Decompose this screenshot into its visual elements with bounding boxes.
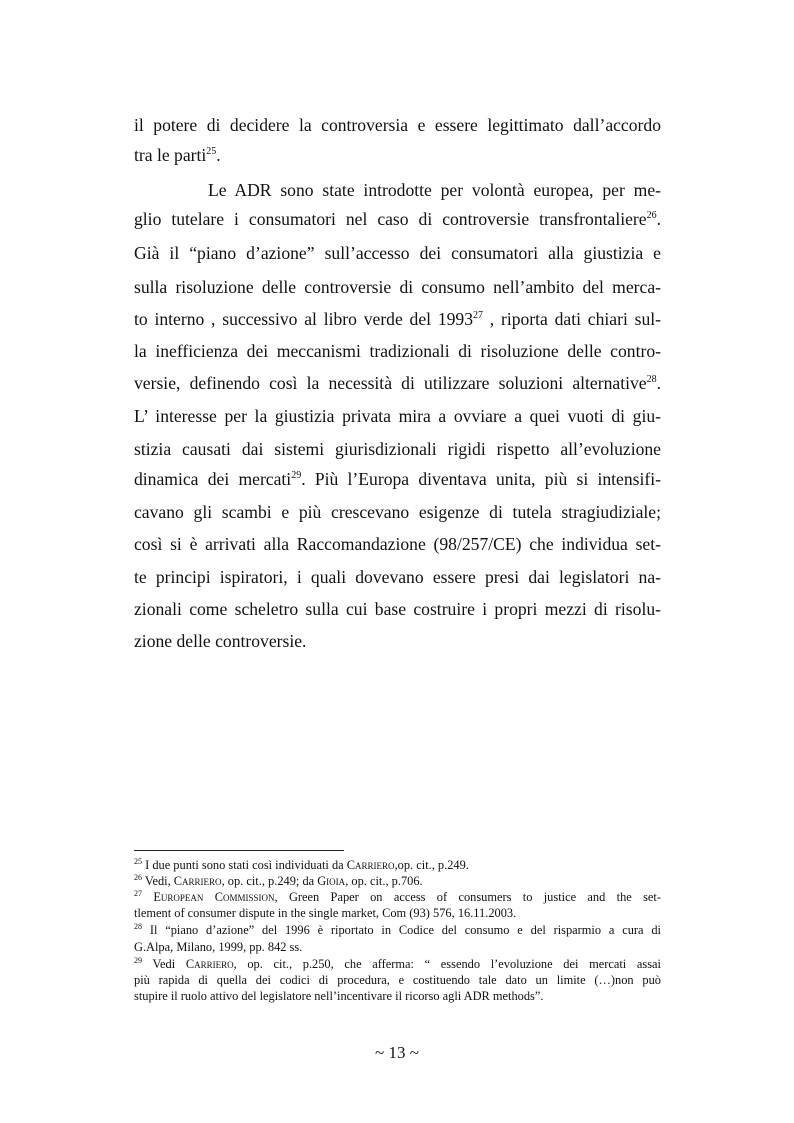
body-line: così si è arrivati alla Raccomandazione (98/257/CE) che individua set- (134, 534, 661, 554)
footnote-28-cont: G.Alpa, Milano, 1999, pp. 842 ss. (134, 940, 303, 954)
footnote-ref[interactable]: 28 (646, 374, 657, 385)
footnote-ref[interactable]: 29 (291, 470, 302, 481)
body-line: to interno , successivo al libro verde del 1993$^{27}$ , riporta dati chiari sul- (134, 309, 661, 329)
body-line: glio tutelare i consumatori nel caso di controversie transfrontaliere$^{26}$. (134, 209, 661, 229)
body-line: Le ADR sono state introdotte per volontà europea, per me- (208, 180, 661, 200)
body-line: sulla risoluzione delle controversie di consumo nell’ambito del merca- (134, 277, 661, 297)
body-line: tra le parti$^{25}$. (134, 145, 221, 165)
body-line: stizia causati dai sistemi giurisdizionali rigidi rispetto all’evoluzione (134, 439, 661, 459)
footnote-28: $^{28}$ Il “piano d’azione” del 1996 è riportato in Codice del consumo e del risparmio a cura di (134, 922, 661, 937)
footnote-ref[interactable]: 25 (206, 146, 217, 157)
page-number: ~ 13 ~ (375, 1043, 419, 1062)
footnote-25: $^{25}$ I due punti sono stati così individuati da Carriero,op. cit., p.249. (134, 857, 469, 872)
body-line: zionali come scheletro sulla cui base costruire i propri mezzi di risolu- (134, 599, 661, 619)
body-line: il potere di decidere la controversia e essere legittimato dall’accordo (134, 115, 661, 135)
footnote-27-cont: tlement of consumer dispute in the single market, Com (93) 576, 16.11.2003. (134, 906, 517, 920)
body-line: la inefficienza dei meccanismi tradizionali di risoluzione delle contro- (134, 341, 661, 361)
footnote-ref[interactable]: 26 (646, 210, 657, 221)
body-line: cavano gli scambi e più crescevano esigenze di tutela stragiudiziale; (134, 502, 661, 522)
footnote-ref[interactable]: 27 (473, 310, 484, 321)
footnote-separator (134, 850, 344, 851)
footnote-27: $^{27}$ European Commission, Green Paper on access of consumers to justice and the set- (134, 889, 661, 904)
body-line: dinamica dei mercati$^{29}$. Più l’Europa diventava unita, più si intensifi- (134, 469, 661, 489)
footnote-29: $^{29}$ Vedi Carriero, op. cit., p.250, che afferma: “ essendo l’evoluzione dei mercati assai (134, 956, 661, 971)
footnote-29-cont: stupire il ruolo attivo del legislatore nell’incentivare il ricorso agli ADR methods”. (134, 989, 544, 1003)
body-line: versie, definendo così la necessità di utilizzare soluzioni alternative$^{28}$. (134, 373, 661, 393)
body-line: te principi ispiratori, i quali dovevano essere presi dai legislatori na- (134, 567, 661, 587)
footnote-26: $^{26}$ Vedi, Carriero, op. cit., p.249; da Gioia, op. cit., p.706. (134, 873, 423, 888)
footnote-29-cont: più rapida di quella dei codici di procedura, e costituendo tale dato un limite (…)non può (134, 973, 661, 987)
body-line: zione delle controversie. (134, 631, 307, 651)
body-line: L’ interesse per la giustizia privata mira a ovviare a quei vuoti di giu- (134, 406, 661, 426)
body-line: Già il “piano d’azione” sull’accesso dei consumatori alla giustizia e (134, 243, 661, 263)
